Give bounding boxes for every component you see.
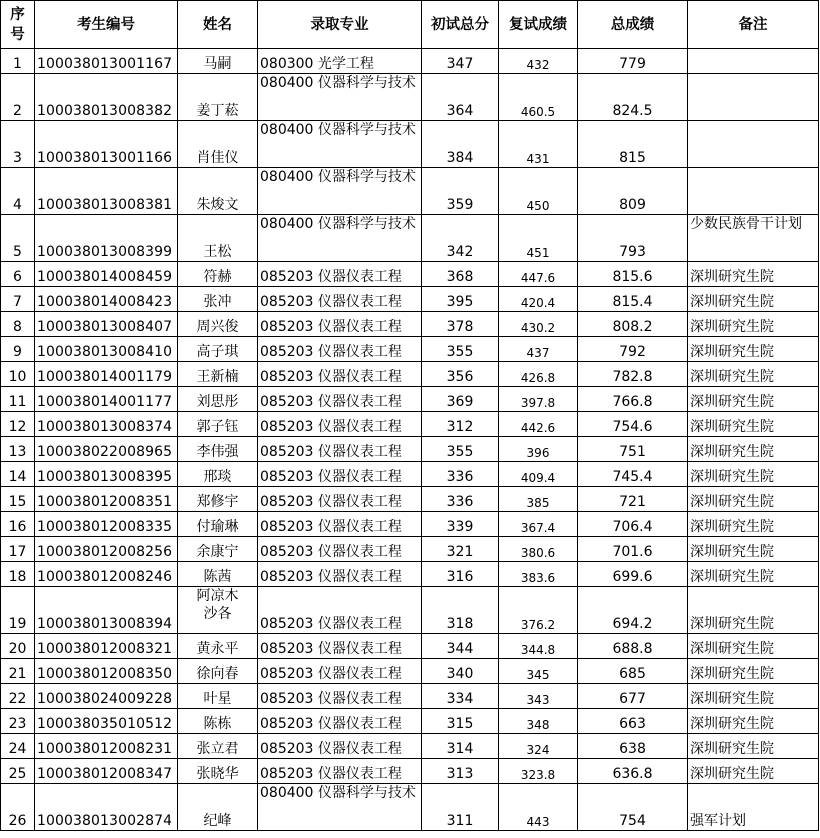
- cell-major: 080400 仪器科学与技术: [258, 168, 422, 215]
- cell-initial: 315: [422, 709, 499, 734]
- cell-total: 809: [578, 168, 688, 215]
- header-total: 总成绩: [578, 1, 688, 49]
- cell-total: 677: [578, 684, 688, 709]
- cell-note: 强军计划: [688, 784, 819, 831]
- table-row: [1, 74, 819, 121]
- cell-note: 深圳研究生院: [688, 462, 819, 487]
- cell-initial: 314: [422, 734, 499, 759]
- cell-retest: 367.4: [499, 512, 578, 537]
- header-id: 考生编号: [35, 1, 178, 49]
- cell-total: 751: [578, 437, 688, 462]
- cell-initial: 368: [422, 262, 499, 287]
- cell-total: 721: [578, 487, 688, 512]
- cell-total: 636.8: [578, 759, 688, 784]
- cell-id: 100038012008335: [35, 512, 178, 537]
- cell-major: 085203 仪器仪表工程: [258, 262, 422, 287]
- cell-id: 100038012008231: [35, 734, 178, 759]
- table-row: [1, 287, 819, 312]
- cell-name: 徐向春: [178, 659, 258, 684]
- cell-id: 100038014001179: [35, 362, 178, 387]
- cell-name: 李伟强: [178, 437, 258, 462]
- cell-total: 638: [578, 734, 688, 759]
- cell-retest: 460.5: [499, 74, 578, 121]
- cell-total: 754: [578, 784, 688, 831]
- cell-note: 深圳研究生院: [688, 734, 819, 759]
- cell-name: 张冲: [178, 287, 258, 312]
- cell-initial: 313: [422, 759, 499, 784]
- table-row: [1, 49, 819, 74]
- cell-name: 郭子钰: [178, 412, 258, 437]
- cell-retest: 376.2: [499, 587, 578, 634]
- cell-initial: 369: [422, 387, 499, 412]
- cell-seq: 3: [1, 121, 35, 168]
- cell-id: 100038024009228: [35, 684, 178, 709]
- cell-retest: 324: [499, 734, 578, 759]
- cell-seq: 16: [1, 512, 35, 537]
- cell-seq: 9: [1, 337, 35, 362]
- cell-seq: 19: [1, 587, 35, 634]
- cell-id: 100038012008256: [35, 537, 178, 562]
- cell-total: 815.6: [578, 262, 688, 287]
- cell-seq: 10: [1, 362, 35, 387]
- cell-note: 深圳研究生院: [688, 287, 819, 312]
- cell-initial: 318: [422, 587, 499, 634]
- cell-retest: 420.4: [499, 287, 578, 312]
- cell-major: 085203 仪器仪表工程: [258, 562, 422, 587]
- cell-retest: 385: [499, 487, 578, 512]
- cell-total: 706.4: [578, 512, 688, 537]
- cell-retest: 432: [499, 49, 578, 74]
- cell-name: 姜丁菘: [178, 74, 258, 121]
- table-row: [1, 337, 819, 362]
- cell-note: 深圳研究生院: [688, 412, 819, 437]
- cell-seq: 23: [1, 709, 35, 734]
- cell-note: 深圳研究生院: [688, 562, 819, 587]
- cell-seq: 17: [1, 537, 35, 562]
- cell-initial: 395: [422, 287, 499, 312]
- cell-note: [688, 74, 819, 121]
- header-retest: 复试成绩: [499, 1, 578, 49]
- cell-name: 陈茜: [178, 562, 258, 587]
- cell-seq: 8: [1, 312, 35, 337]
- cell-total: 808.2: [578, 312, 688, 337]
- cell-name: 刘思彤: [178, 387, 258, 412]
- cell-note: 深圳研究生院: [688, 337, 819, 362]
- cell-name: 付瑜琳: [178, 512, 258, 537]
- cell-id: 100038013001167: [35, 49, 178, 74]
- cell-seq: 2: [1, 74, 35, 121]
- cell-retest: 397.8: [499, 387, 578, 412]
- cell-id: 100038013008410: [35, 337, 178, 362]
- table-row: [1, 537, 819, 562]
- table-row: [1, 262, 819, 287]
- cell-retest: 345: [499, 659, 578, 684]
- cell-note: 深圳研究生院: [688, 437, 819, 462]
- cell-seq: 20: [1, 634, 35, 659]
- cell-id: 100038013008407: [35, 312, 178, 337]
- cell-total: 793: [578, 215, 688, 262]
- cell-retest: 409.4: [499, 462, 578, 487]
- cell-name: 肖佳仪: [178, 121, 258, 168]
- table-body: [1, 49, 819, 831]
- cell-total: 824.5: [578, 74, 688, 121]
- table-row: [1, 587, 819, 634]
- cell-seq: 6: [1, 262, 35, 287]
- table-row: [1, 784, 819, 831]
- cell-seq: 21: [1, 659, 35, 684]
- cell-major: 085203 仪器仪表工程: [258, 634, 422, 659]
- cell-name: 张晓华: [178, 759, 258, 784]
- table-row: [1, 462, 819, 487]
- cell-initial: 336: [422, 462, 499, 487]
- cell-seq: 22: [1, 684, 35, 709]
- cell-note: 深圳研究生院: [688, 634, 819, 659]
- cell-name: 周兴俊: [178, 312, 258, 337]
- cell-id: 100038012008321: [35, 634, 178, 659]
- header-major: 录取专业: [258, 1, 422, 49]
- cell-id: 100038014008459: [35, 262, 178, 287]
- cell-seq: 26: [1, 784, 35, 831]
- cell-seq: 1: [1, 49, 35, 74]
- cell-note: 深圳研究生院: [688, 487, 819, 512]
- cell-id: 100038013008399: [35, 215, 178, 262]
- cell-major: 085203 仪器仪表工程: [258, 362, 422, 387]
- cell-initial: 336: [422, 487, 499, 512]
- cell-seq: 4: [1, 168, 35, 215]
- cell-major: 080400 仪器科学与技术: [258, 74, 422, 121]
- cell-id: 100038012008246: [35, 562, 178, 587]
- cell-note: [688, 49, 819, 74]
- cell-note: 深圳研究生院: [688, 684, 819, 709]
- cell-name: 黄永平: [178, 634, 258, 659]
- cell-retest: 344.8: [499, 634, 578, 659]
- cell-major: 080400 仪器科学与技术: [258, 121, 422, 168]
- cell-major: 085203 仪器仪表工程: [258, 512, 422, 537]
- cell-name: 朱焌文: [178, 168, 258, 215]
- cell-retest: 343: [499, 684, 578, 709]
- cell-initial: 384: [422, 121, 499, 168]
- cell-major: 085203 仪器仪表工程: [258, 709, 422, 734]
- cell-name: 邢琰: [178, 462, 258, 487]
- header-name: 姓名: [178, 1, 258, 49]
- cell-major: 085203 仪器仪表工程: [258, 587, 422, 634]
- cell-id: 100038013008382: [35, 74, 178, 121]
- table-row: [1, 709, 819, 734]
- cell-initial: 334: [422, 684, 499, 709]
- cell-total: 688.8: [578, 634, 688, 659]
- cell-seq: 15: [1, 487, 35, 512]
- cell-name: 王新楠: [178, 362, 258, 387]
- cell-note: 深圳研究生院: [688, 262, 819, 287]
- table-row: [1, 634, 819, 659]
- cell-major: 085203 仪器仪表工程: [258, 462, 422, 487]
- cell-note: 深圳研究生院: [688, 587, 819, 634]
- table-row: [1, 312, 819, 337]
- table-row: [1, 121, 819, 168]
- cell-total: 745.4: [578, 462, 688, 487]
- cell-major: 085203 仪器仪表工程: [258, 337, 422, 362]
- cell-major: 080400 仪器科学与技术: [258, 784, 422, 831]
- cell-id: 100038013008381: [35, 168, 178, 215]
- cell-note: 深圳研究生院: [688, 362, 819, 387]
- cell-total: 663: [578, 709, 688, 734]
- table-row: [1, 387, 819, 412]
- cell-total: 754.6: [578, 412, 688, 437]
- cell-initial: 342: [422, 215, 499, 262]
- cell-name: 余康宁: [178, 537, 258, 562]
- cell-id: 100038013001166: [35, 121, 178, 168]
- cell-initial: 321: [422, 537, 499, 562]
- cell-seq: 7: [1, 287, 35, 312]
- cell-name: 马嗣: [178, 49, 258, 74]
- cell-initial: 359: [422, 168, 499, 215]
- table-row: [1, 734, 819, 759]
- cell-retest: 396: [499, 437, 578, 462]
- cell-major: 085203 仪器仪表工程: [258, 684, 422, 709]
- cell-initial: 344: [422, 634, 499, 659]
- cell-seq: 12: [1, 412, 35, 437]
- cell-seq: 11: [1, 387, 35, 412]
- cell-retest: 451: [499, 215, 578, 262]
- cell-major: 085203 仪器仪表工程: [258, 437, 422, 462]
- cell-total: 792: [578, 337, 688, 362]
- header-note: 备注: [688, 1, 819, 49]
- cell-seq: 24: [1, 734, 35, 759]
- cell-initial: 355: [422, 437, 499, 462]
- cell-id: 100038012008351: [35, 487, 178, 512]
- cell-retest: 442.6: [499, 412, 578, 437]
- table-row: [1, 659, 819, 684]
- cell-initial: 356: [422, 362, 499, 387]
- cell-initial: 340: [422, 659, 499, 684]
- cell-name: 叶星: [178, 684, 258, 709]
- cell-retest: 348: [499, 709, 578, 734]
- cell-id: 100038014001177: [35, 387, 178, 412]
- cell-retest: 431: [499, 121, 578, 168]
- cell-initial: 355: [422, 337, 499, 362]
- cell-total: 699.6: [578, 562, 688, 587]
- cell-retest: 380.6: [499, 537, 578, 562]
- cell-retest: 323.8: [499, 759, 578, 784]
- cell-name: 阿凉木沙各: [178, 587, 258, 634]
- cell-id: 100038013008395: [35, 462, 178, 487]
- cell-major: 085203 仪器仪表工程: [258, 287, 422, 312]
- cell-total: 694.2: [578, 587, 688, 634]
- cell-name: 郑修宇: [178, 487, 258, 512]
- cell-note: [688, 121, 819, 168]
- cell-name: 王松: [178, 215, 258, 262]
- cell-major: 085203 仪器仪表工程: [258, 387, 422, 412]
- cell-major: 085203 仪器仪表工程: [258, 412, 422, 437]
- table-row: [1, 759, 819, 784]
- table-row: [1, 487, 819, 512]
- cell-retest: 447.6: [499, 262, 578, 287]
- cell-id: 100038014008423: [35, 287, 178, 312]
- cell-total: 766.8: [578, 387, 688, 412]
- table-row: [1, 168, 819, 215]
- cell-retest: 450: [499, 168, 578, 215]
- table-row: [1, 362, 819, 387]
- cell-name: 高子琪: [178, 337, 258, 362]
- cell-id: 100038022008965: [35, 437, 178, 462]
- header-initial: 初试总分: [422, 1, 499, 49]
- cell-name: 陈栋: [178, 709, 258, 734]
- table-row: [1, 562, 819, 587]
- cell-seq: 14: [1, 462, 35, 487]
- table-row: [1, 512, 819, 537]
- cell-name: 符赫: [178, 262, 258, 287]
- cell-initial: 364: [422, 74, 499, 121]
- cell-retest: 426.8: [499, 362, 578, 387]
- cell-id: 100038012008350: [35, 659, 178, 684]
- header-seq: 序号: [1, 1, 35, 49]
- cell-major: 085203 仪器仪表工程: [258, 312, 422, 337]
- cell-id: 100038013008394: [35, 587, 178, 634]
- header-row: [1, 1, 819, 49]
- cell-major: 080400 仪器科学与技术: [258, 215, 422, 262]
- cell-id: 100038012008347: [35, 759, 178, 784]
- cell-major: 085203 仪器仪表工程: [258, 487, 422, 512]
- cell-retest: 383.6: [499, 562, 578, 587]
- cell-note: 深圳研究生院: [688, 537, 819, 562]
- cell-seq: 5: [1, 215, 35, 262]
- cell-note: 少数民族骨干计划: [688, 215, 819, 262]
- cell-total: 815: [578, 121, 688, 168]
- cell-note: 深圳研究生院: [688, 512, 819, 537]
- cell-total: 701.6: [578, 537, 688, 562]
- cell-retest: 443: [499, 784, 578, 831]
- table-row: [1, 684, 819, 709]
- table-row: [1, 215, 819, 262]
- cell-major: 085203 仪器仪表工程: [258, 759, 422, 784]
- cell-name: 纪峰: [178, 784, 258, 831]
- cell-note: 深圳研究生院: [688, 759, 819, 784]
- cell-seq: 18: [1, 562, 35, 587]
- cell-total: 685: [578, 659, 688, 684]
- cell-note: [688, 168, 819, 215]
- cell-total: 782.8: [578, 362, 688, 387]
- cell-name: 张立君: [178, 734, 258, 759]
- cell-note: 深圳研究生院: [688, 387, 819, 412]
- cell-initial: 316: [422, 562, 499, 587]
- cell-initial: 347: [422, 49, 499, 74]
- cell-id: 100038035010512: [35, 709, 178, 734]
- cell-retest: 437: [499, 337, 578, 362]
- cell-id: 100038013002874: [35, 784, 178, 831]
- cell-id: 100038013008374: [35, 412, 178, 437]
- cell-initial: 339: [422, 512, 499, 537]
- table-row: [1, 437, 819, 462]
- cell-major: 085203 仪器仪表工程: [258, 734, 422, 759]
- cell-retest: 430.2: [499, 312, 578, 337]
- table-row: [1, 412, 819, 437]
- cell-total: 779: [578, 49, 688, 74]
- cell-major: 080300 光学工程: [258, 49, 422, 74]
- cell-seq: 25: [1, 759, 35, 784]
- cell-initial: 378: [422, 312, 499, 337]
- cell-initial: 311: [422, 784, 499, 831]
- cell-seq: 13: [1, 437, 35, 462]
- cell-major: 085203 仪器仪表工程: [258, 537, 422, 562]
- cell-note: 深圳研究生院: [688, 659, 819, 684]
- cell-major: 085203 仪器仪表工程: [258, 659, 422, 684]
- cell-note: 深圳研究生院: [688, 709, 819, 734]
- cell-total: 815.4: [578, 287, 688, 312]
- cell-note: 深圳研究生院: [688, 312, 819, 337]
- cell-initial: 312: [422, 412, 499, 437]
